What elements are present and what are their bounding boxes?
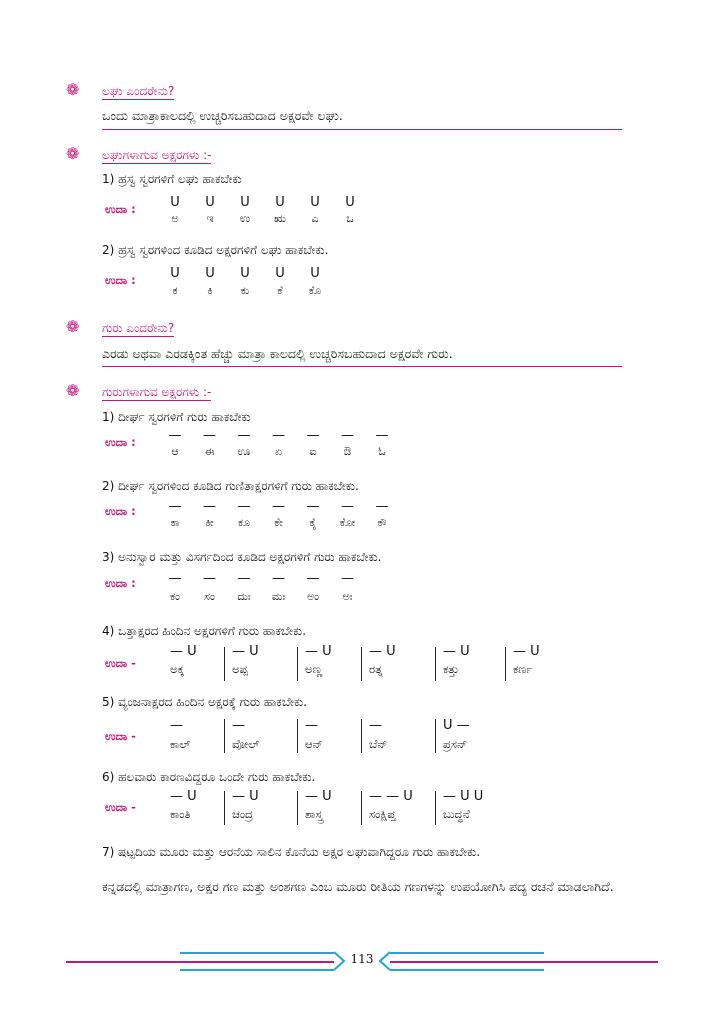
guru-mark: — bbox=[341, 499, 354, 514]
guru-mark: — bbox=[203, 499, 216, 514]
laghu-mark: U bbox=[170, 195, 180, 210]
column-divider bbox=[297, 719, 298, 753]
page-number: 113 bbox=[350, 952, 374, 966]
word-example: ಕಾಂತಿ bbox=[170, 807, 191, 821]
letter-example: ಕೋ bbox=[339, 516, 356, 529]
letter-example: ಕೂ bbox=[238, 516, 250, 529]
letter-example: ಕೇ bbox=[274, 516, 283, 529]
column-divider bbox=[224, 647, 225, 681]
prosody-marks: — U bbox=[369, 644, 396, 659]
laghu-mark: U bbox=[310, 195, 320, 210]
column-divider bbox=[435, 719, 436, 753]
letter-example: ಕೊ bbox=[308, 284, 322, 297]
footer-line-left bbox=[66, 961, 334, 963]
guru-mark: — bbox=[341, 571, 354, 586]
letter-example: ಎ bbox=[311, 212, 319, 225]
guru-mark: — bbox=[203, 571, 216, 586]
laghu-mark: U bbox=[205, 195, 215, 210]
laghu-definition-text: ಒಂದು ಮಾತ್ರಾಕಾಲದಲ್ಲಿ ಉಚ್ಚರಿಸಬಹುದಾದ ಅಕ್ಷರವೇ ಲಘು. bbox=[102, 108, 343, 123]
guru-rule-7: 7) ಷಟ್ಪದಿಯ ಮೂರು ಮತ್ತು ಆರನೆಯ ಸಾಲಿನ ಕೊನೆಯ ಅಕ್ಷರ ಲಘುವಾಗಿದ್ದರೂ ಗುರು ಹಾಕಬೇಕು. bbox=[102, 845, 481, 859]
laghu-rule-2: 2) ಹ್ರಸ್ವ ಸ್ವರಗಳಿಂದ ಕೂಡಿದ ಅಕ್ಷರಗಳಿಗೆ ಲಘು ಹಾಕಬೇಕು. bbox=[102, 243, 329, 257]
prosody-marks: — U bbox=[232, 644, 259, 659]
guru-definition-title: ಗುರು ಎಂದರೇನು? bbox=[102, 321, 175, 335]
word-example: ಅಣ್ಣ bbox=[305, 662, 323, 676]
word-example: ಸಂಕ್ಷಿಪ್ತ bbox=[369, 807, 396, 821]
letter-example: ಮಃ bbox=[271, 590, 286, 603]
prosody-marks: — bbox=[369, 718, 382, 733]
guru-letters-title: ಗುರುಗಳಾಗುವ ಅಕ್ಷರಗಳು :- bbox=[102, 385, 212, 399]
footer-line-right bbox=[390, 961, 658, 963]
column-divider bbox=[435, 791, 436, 825]
laghu-mark: U bbox=[345, 195, 355, 210]
column-divider bbox=[361, 719, 362, 753]
guru-definition-text: ಎರಡು ಅಥವಾ ಎರಡಕ್ಕಿಂತ ಹೆಚ್ಚು ಮಾತ್ರಾ ಕಾಲದಲ್ಲಿ ಉಚ್ಚರಿಸಬಹುದಾದ ಅಕ್ಷರವೇ ಗುರು. bbox=[102, 346, 453, 361]
word-example: ವೋಲ್ bbox=[232, 737, 260, 751]
guru-rule-2: 2) ದೀರ್ಘ ಸ್ವರಗಳಿಂದ ಕೂಡಿದ ಗುಣಿತಾಕ್ಷರಗಳಿಗೆ ಗುರು ಹಾಕಬೇಕು. bbox=[102, 479, 359, 493]
laghu-mark: U bbox=[275, 266, 285, 281]
guru-rule-6: 6) ಹಲವಾರು ಕಾರಣವಿದ್ದರೂ ಒಂದೇ ಗುರು ಹಾಕಬೇಕು. bbox=[102, 770, 316, 784]
example-label: ಉದಾ - bbox=[105, 729, 136, 743]
letter-example: ಕ bbox=[172, 284, 178, 297]
guru-mark: — bbox=[306, 428, 320, 443]
column-divider bbox=[297, 647, 298, 681]
prosody-marks: U — bbox=[443, 718, 470, 733]
prosody-marks: — bbox=[305, 718, 318, 733]
letter-example: ಕಿ bbox=[207, 284, 213, 297]
letter-example: ದುಃ bbox=[237, 590, 251, 603]
column-divider bbox=[435, 647, 436, 681]
word-example: ಬೆನ್ bbox=[369, 737, 388, 751]
word-example: ಅಪ್ಪ bbox=[232, 662, 248, 676]
column-divider bbox=[297, 791, 298, 825]
laghu-mark: U bbox=[205, 266, 215, 281]
word-example: ಬುದ್ಧನೆ bbox=[443, 807, 470, 821]
letter-example: ಸಂ bbox=[204, 590, 215, 603]
guru-mark: — bbox=[237, 428, 251, 443]
prosody-marks: — U bbox=[170, 644, 197, 659]
closing-paragraph: ಕನ್ನಡದಲ್ಲಿ ಮಾತ್ರಾಗಣ, ಅಕ್ಷರ ಗಣ ಮತ್ತು ಅಂಶಗಣ ಎಂಬ ಮೂರು ರೀತಿಯ ಗಣಗಳನ್ನು ಉಪಯೋಗಿಸಿ ಪದ್ಯ ರಚನೆ ಮಾಡಲಾಗಿದೆ. bbox=[102, 879, 614, 894]
letter-example: ಅಃ bbox=[342, 590, 353, 603]
guru-rule-4: 4) ಒತ್ತಾಕ್ಷರದ ಹಿಂದಿನ ಅಕ್ಷರಗಳಿಗೆ ಗುರು ಹಾಕಬೇಕು. bbox=[102, 624, 307, 638]
letter-example: ಕೈ bbox=[309, 516, 317, 529]
letter-example: ಅ bbox=[171, 212, 179, 225]
example-label: ಉದಾ : bbox=[105, 202, 136, 216]
prosody-marks: — U bbox=[513, 644, 540, 659]
letter-example: ಉ bbox=[239, 212, 251, 225]
example-label: ಉದಾ : bbox=[105, 435, 136, 449]
flower-bullet-icon: ❁ bbox=[66, 381, 80, 400]
prosody-marks: — bbox=[232, 718, 245, 733]
letter-example: ಈ bbox=[204, 445, 215, 458]
guru-mark: — bbox=[168, 571, 182, 586]
laghu-mark: U bbox=[275, 195, 285, 210]
guru-mark: — bbox=[272, 428, 285, 443]
word-example: ಚಂದ್ರ bbox=[232, 807, 253, 821]
letter-example: ಅಂ bbox=[306, 590, 320, 603]
prosody-marks: — U bbox=[443, 644, 470, 659]
guru-mark: — bbox=[375, 499, 389, 514]
letter-example: ಕು bbox=[240, 284, 250, 297]
guru-rule-3: 3) ಅನುಸ್ವಾರ ಮತ್ತು ವಿಸರ್ಗದಿಂದ ಕೂಡಿದ ಅಕ್ಷರಗಳಿಗೆ ಗುರು ಹಾಕಬೇಕು. bbox=[102, 550, 382, 564]
letter-example: ಊ bbox=[237, 445, 251, 458]
word-example: ಕತ್ತು bbox=[443, 662, 459, 676]
flower-bullet-icon: ❁ bbox=[66, 317, 80, 336]
laghu-mark: U bbox=[240, 195, 250, 210]
guru-mark: — bbox=[375, 428, 389, 443]
laghu-mark: U bbox=[240, 266, 250, 281]
example-label: ಉದಾ : bbox=[105, 576, 136, 590]
prosody-marks: — U bbox=[305, 789, 332, 804]
laghu-mark: U bbox=[170, 266, 180, 281]
prosody-marks: — U bbox=[305, 644, 332, 659]
guru-rule-5: 5) ವ್ಯಂಜನಾಕ್ಷರದ ಹಿಂದಿನ ಅಕ್ಷರಕ್ಕೆ ಗುರು ಹಾಕಬೇಕು. bbox=[102, 695, 307, 709]
word-example: ರತ್ನ bbox=[369, 662, 383, 676]
guru-mark: — bbox=[168, 499, 182, 514]
word-example: ಕರ್ಣ bbox=[513, 662, 533, 676]
guru-mark: — bbox=[237, 499, 251, 514]
laghu-rule-1: 1) ಹ್ರಸ್ವ ಸ್ವರಗಳಿಗೆ ಲಘು ಹಾಕಬೇಕು bbox=[102, 172, 242, 186]
word-example: ಶಾಸ್ತ್ರ bbox=[305, 807, 323, 821]
letter-example: ಓ bbox=[378, 445, 386, 458]
letter-example: ಕೀ bbox=[205, 516, 214, 529]
word-example: ಅಕ್ಕ bbox=[170, 662, 184, 676]
page-number-badge bbox=[334, 950, 390, 972]
letter-example: ಕೆ bbox=[277, 284, 283, 297]
letter-example: ಕೌ bbox=[377, 516, 387, 529]
letter-example: ಋ bbox=[274, 212, 286, 225]
letter-example: ಇ bbox=[206, 212, 214, 225]
prosody-marks: — U bbox=[170, 789, 197, 804]
example-label: ಉದಾ : bbox=[105, 504, 136, 518]
guru-mark: — bbox=[203, 428, 216, 443]
flower-bullet-icon: ❁ bbox=[66, 144, 80, 163]
prosody-marks: — — U bbox=[369, 789, 413, 804]
letter-example: ಕಾ bbox=[170, 516, 180, 529]
laghu-definition-title: ಲಘು ಎಂದರೇನು? bbox=[102, 84, 175, 98]
guru-mark: — bbox=[272, 499, 285, 514]
example-label: ಉದಾ - bbox=[105, 656, 136, 670]
example-label: ಉದಾ : bbox=[105, 273, 136, 287]
guru-mark: — bbox=[272, 571, 285, 586]
guru-mark: — bbox=[306, 499, 320, 514]
prosody-marks: — U bbox=[232, 789, 259, 804]
word-example: ಪ್ರಸನ್ bbox=[443, 737, 468, 751]
flower-bullet-icon: ❁ bbox=[66, 80, 80, 99]
letter-example: ಆ bbox=[171, 445, 179, 458]
column-divider bbox=[224, 719, 225, 753]
column-divider bbox=[505, 647, 506, 681]
letter-example: ಒ bbox=[346, 212, 354, 225]
letter-example: ಐ bbox=[309, 445, 317, 458]
guru-mark: — bbox=[306, 571, 320, 586]
guru-mark: — bbox=[341, 428, 354, 443]
guru-rule-1: 1) ದೀರ್ಘ ಸ್ವರಗಳಿಗೆ ಗುರು ಹಾಕಬೇಕು bbox=[102, 410, 251, 424]
guru-mark: — bbox=[237, 571, 251, 586]
letter-example: ಏ bbox=[274, 445, 283, 458]
letter-example: ಔ bbox=[343, 445, 352, 458]
prosody-marks: — bbox=[170, 718, 183, 733]
laghu-letters-title: ಲಘುಗಳಾಗುವ ಅಕ್ಷರಗಳು :- bbox=[102, 148, 212, 162]
column-divider bbox=[224, 791, 225, 825]
column-divider bbox=[361, 647, 362, 681]
word-example: ಕಾಲ್ bbox=[170, 737, 191, 751]
prosody-marks: — U U bbox=[443, 789, 484, 804]
laghu-mark: U bbox=[310, 266, 320, 281]
guru-mark: — bbox=[168, 428, 182, 443]
column-divider bbox=[361, 791, 362, 825]
word-example: ಆನ್ bbox=[305, 737, 323, 751]
letter-example: ಕಂ bbox=[170, 590, 180, 603]
example-label: ಉದಾ - bbox=[105, 800, 136, 814]
